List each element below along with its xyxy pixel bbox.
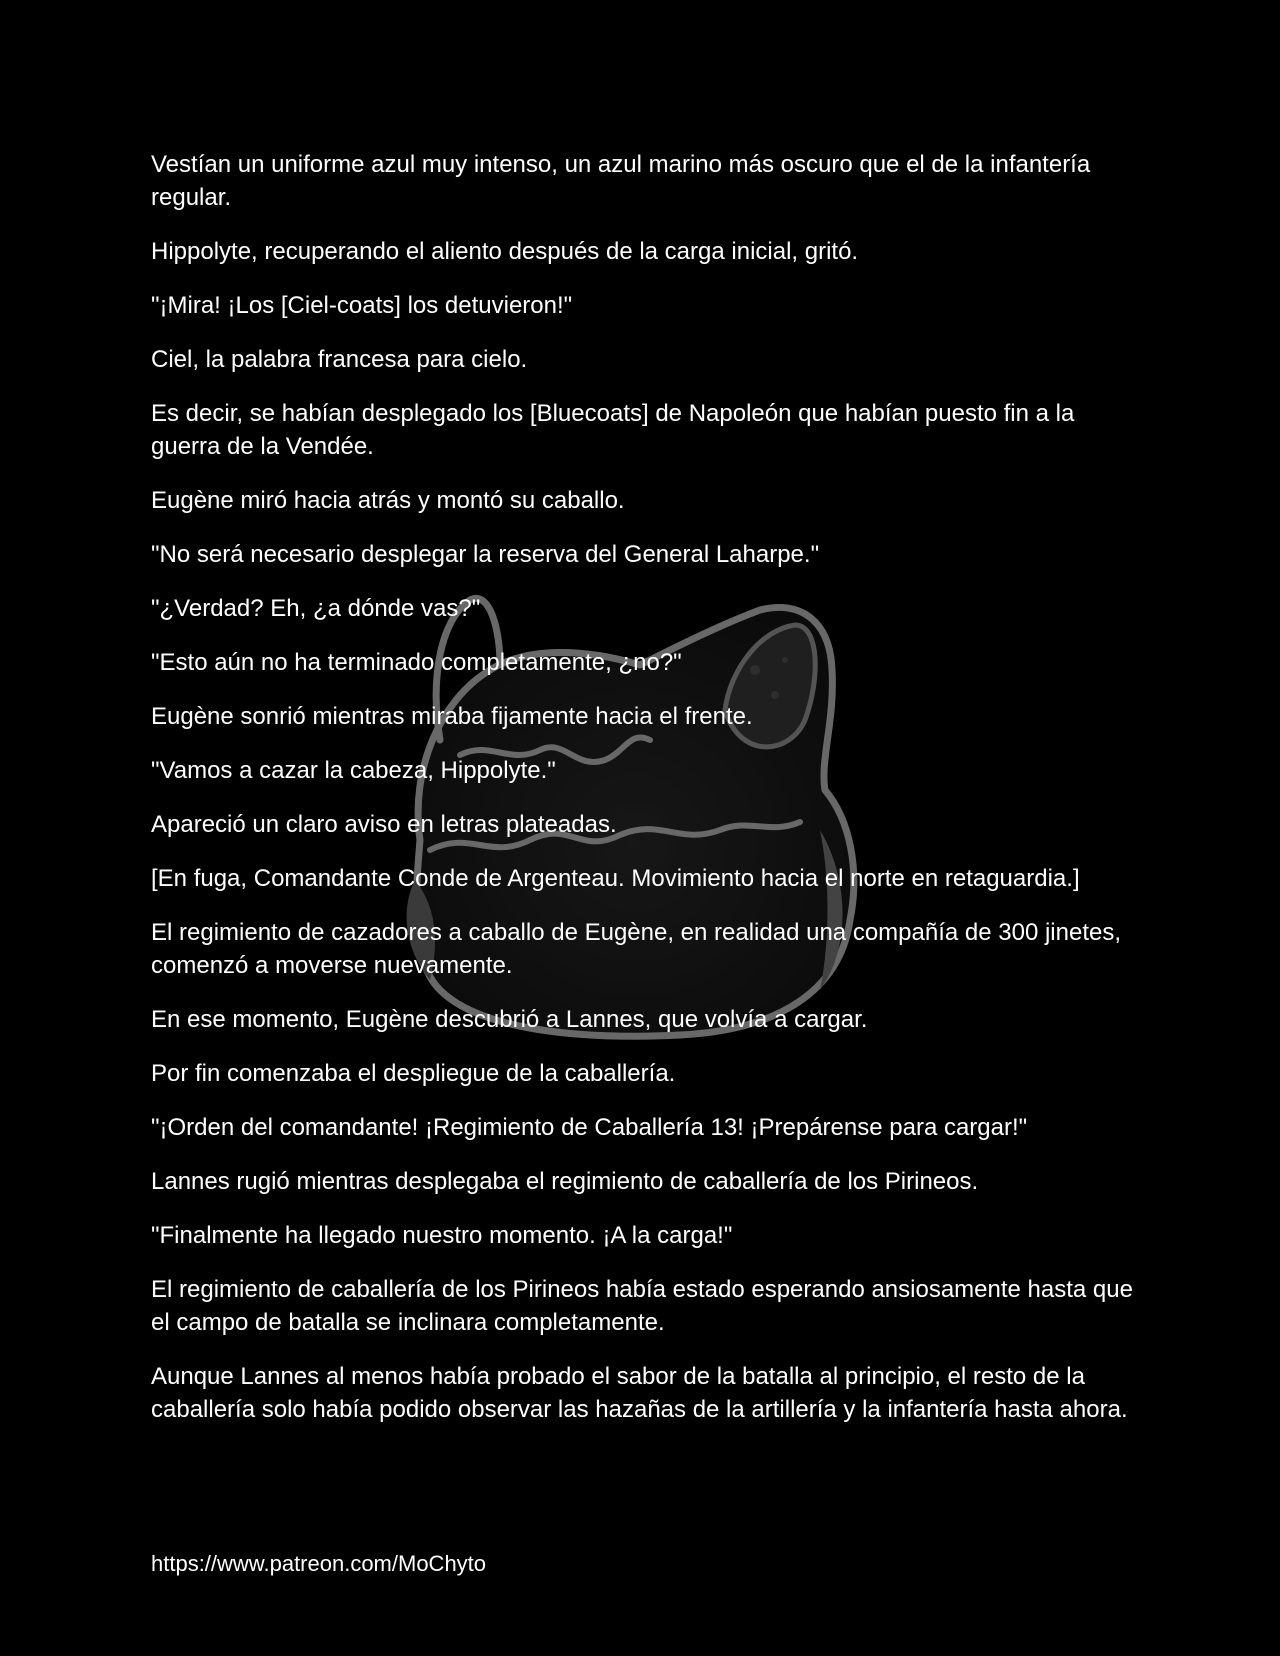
paragraph: "¡Mira! ¡Los [Ciel-coats] los detuvieron!" (151, 292, 573, 319)
paragraph: El regimiento de cazadores a caballo de Eugène, en realidad una compañía de 300 jinetes, comenzó a moverse nuevamente. (151, 919, 1121, 979)
paragraph: "Finalmente ha llegado nuestro momento. ¡A la carga!" (151, 1222, 733, 1249)
paragraph: "Esto aún no ha terminado completamente, ¿no?" (151, 649, 682, 676)
paragraph: "No será necesario desplegar la reserva del General Laharpe." (151, 541, 820, 568)
paragraph: El regimiento de caballería de los Pirineos había estado esperando ansiosamente hasta que el campo de batalla se inclinara completamente. (151, 1276, 1133, 1336)
document-body (151, 148, 1141, 1447)
paragraph: En ese momento, Eugène descubrió a Lannes, que volvía a cargar. (151, 1006, 868, 1033)
paragraph: [En fuga, Comandante Conde de Argenteau. Movimiento hacia el norte en retaguardia.] (151, 865, 1080, 892)
paragraph: Ciel, la palabra francesa para cielo. (151, 346, 528, 373)
paragraph: "¡Orden del comandante! ¡Regimiento de Caballería 13! ¡Prepárense para cargar!" (151, 1114, 1028, 1141)
patreon-link[interactable]: https://www.patreon.com/MoChyto (151, 1551, 487, 1576)
paragraph: Por fin comenzaba el despliegue de la caballería. (151, 1060, 676, 1087)
paragraph: Hippolyte, recuperando el aliento después de la carga inicial, gritó. (151, 238, 859, 265)
paragraph: Aunque Lannes al menos había probado el sabor de la batalla al principio, el resto de la caballería solo había podido observar las hazañas de la artillería y la infantería hasta ahora. (151, 1363, 1128, 1423)
paragraph: "Vamos a cazar la cabeza, Hippolyte." (151, 757, 556, 784)
paragraph: Es decir, se habían desplegado los [Bluecoats] de Napoleón que habían puesto fin a la guerra de la Vendée. (151, 400, 1075, 460)
paragraph: "¿Verdad? Eh, ¿a dónde vas?" (151, 595, 481, 622)
paragraph: Eugène sonrió mientras miraba fijamente hacia el frente. (151, 703, 753, 730)
paragraph: Eugène miró hacia atrás y montó su caballo. (151, 487, 625, 514)
paragraph: Vestían un uniforme azul muy intenso, un azul marino más oscuro que el de la infantería regular. (151, 151, 1091, 211)
paragraph: Lannes rugió mientras desplegaba el regimiento de caballería de los Pirineos. (151, 1168, 979, 1195)
paragraph: Apareció un claro aviso en letras plateadas. (151, 811, 617, 838)
